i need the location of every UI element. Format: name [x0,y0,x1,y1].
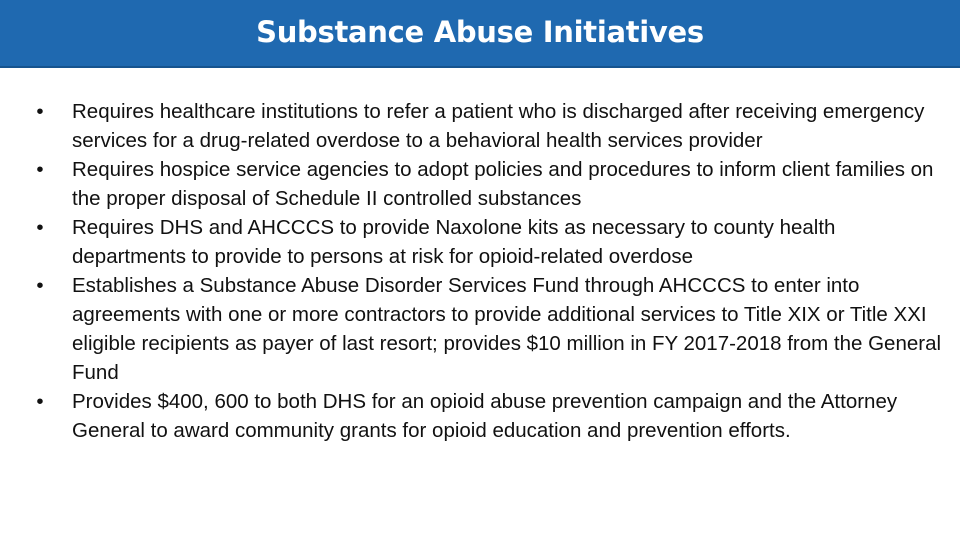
bullet-item [30,387,950,445]
bullet-list [30,97,950,445]
title-bar [0,0,960,68]
bullet-marker: • [36,390,44,413]
bullet-item [30,97,950,155]
bullet-text: Requires DHS and AHCCCS to provide Naxolone kits as necessary to county health departments to provide to persons at risk for opioid-related overdose [72,216,836,268]
bullet-text: Requires hospice service agencies to adopt policies and procedures to inform client families on the proper disposal of Schedule II controlled substances [72,158,934,210]
slide-title: Substance Abuse Initiatives [256,15,704,49]
bullet-marker: • [36,158,44,181]
bullet-text: Provides $400, 600 to both DHS for an opioid abuse prevention campaign and the Attorney General to award community grants for opioid education and prevention efforts. [72,390,898,442]
bullet-item [30,213,950,271]
bullet-marker: • [36,100,44,123]
bullet-item [30,271,950,387]
bullet-text: Establishes a Substance Abuse Disorder Services Fund through AHCCCS to enter into agreements with one or more contractors to provide additional services to Title XIX or Title XXI eligible recipients as payer of last resort; provides $10 million in FY 2017-2018 from the General Fund [72,274,942,384]
bullet-item [30,155,950,213]
bullet-marker: • [36,274,44,297]
bullet-text: Requires healthcare institutions to refer a patient who is discharged after receiving emergency services for a drug-related overdose to a behavioral health services provider [72,100,925,152]
bullet-marker: • [36,216,44,239]
